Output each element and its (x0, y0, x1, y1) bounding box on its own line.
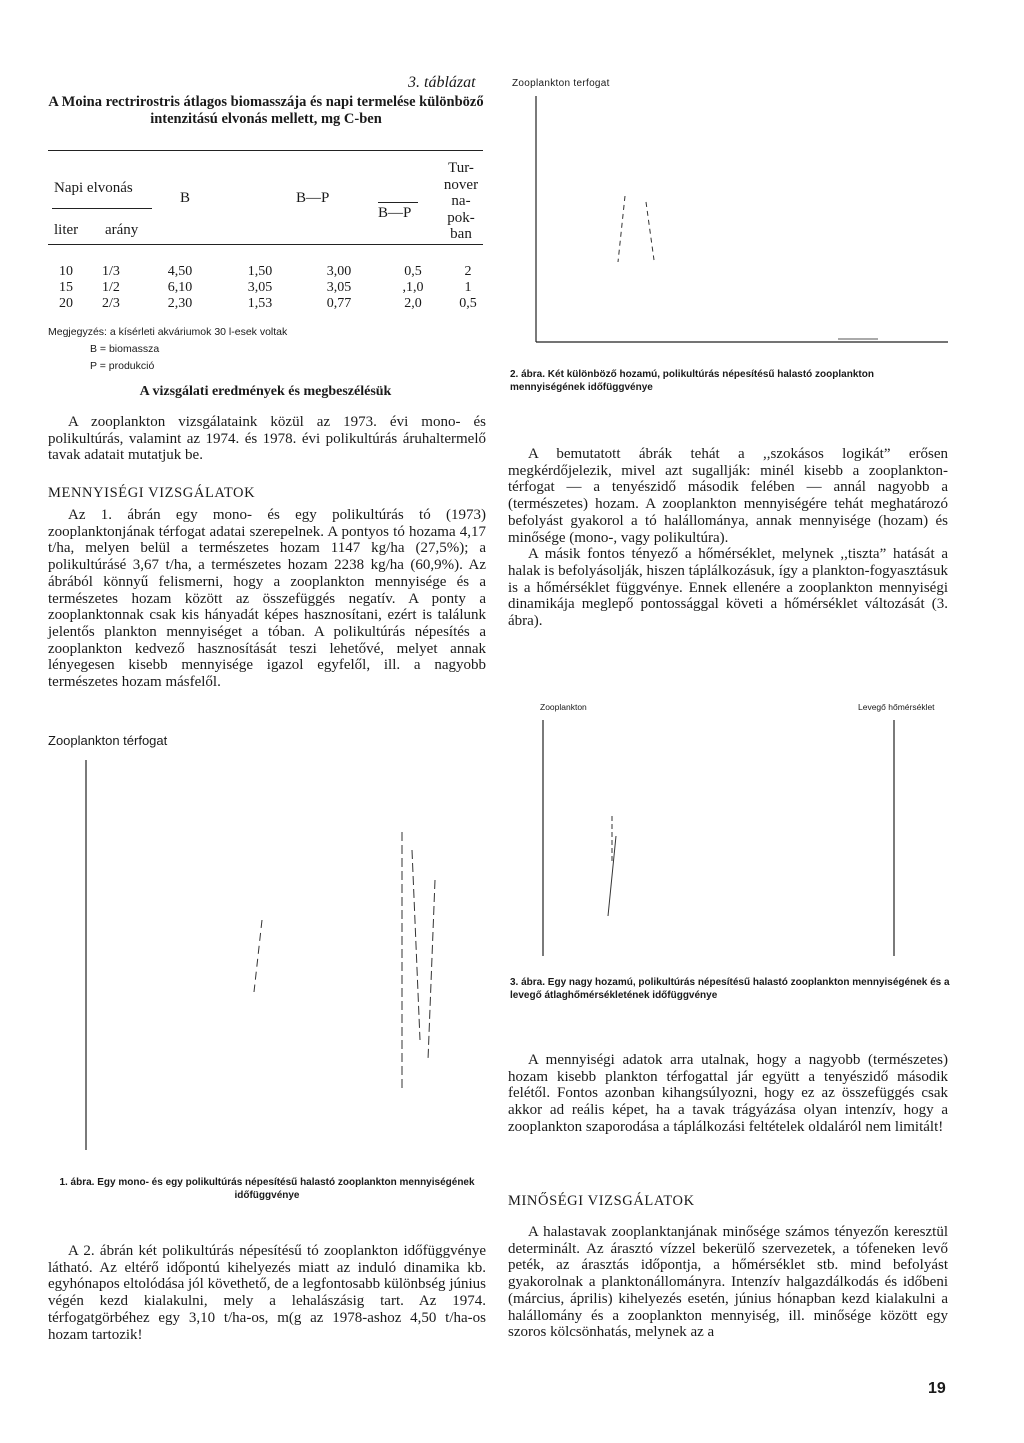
table-label: 3. táblázat (408, 74, 476, 91)
table-top-rule (48, 150, 483, 151)
fig1-mono-series (254, 920, 262, 992)
table-head-b: B (180, 190, 191, 206)
table-cell: 6,10 (167, 280, 193, 295)
quant-heading: MENNYISÉGI VIZSGÁLATOK (48, 485, 256, 501)
fig1-poly-series (428, 880, 435, 1060)
table-cell: 3,05 (326, 280, 352, 295)
paragraph: A mennyiségi adatok arra utalnak, hogy a nagyobb (természetes) hozam kisebb plankton térfogattal jár együtt a tenyészidő második felétől. Fontos azonban kihangsúlyozni, hogy ez az összefüggés csak akkor ad reális képet, ha a tavak trágyázása olyan intenzív, hogy a zooplankton szaporodása a táplálkozási feltételek oldaláról nem limitált! (508, 1052, 948, 1135)
table-head-bp: B—P (296, 190, 330, 206)
table-head-subrule (52, 208, 152, 209)
fig3-caption: 3. ábra. Egy nagy hozamú, polikultúrás népesítésű halastó zooplankton mennyiségének és a levegő átlaghőmérsékletének időfüggvénye (510, 977, 950, 1001)
table-row (50, 264, 488, 280)
paragraph: A halastavak zooplanktanjának minősége számos tényezőn keresztül determinált. Az árasztó vízzel bekerülő szervezetek, a tófeneken levő peték, az árasztás időpontja, a hőmérséklet stb. mind befolyást gyakorolnak a planktonállományra. Intenzív halgazdálkodás és időbeni (március, április) kihelyezés esetén, június hónapban kezd kialakulni a halállomány és a zooplankton mennyiség, ill. minősége között egy szoros kölcsönhatás, melynek az a (508, 1224, 948, 1341)
table-head-liter: liter (54, 222, 79, 238)
table-cell: 1,53 (247, 296, 273, 311)
table-cell: 0,5 (404, 264, 422, 279)
table-cell: 2 (464, 264, 472, 279)
table-title: A Moina rectrirostris átlagos biomasszája és napi termelése különböző intenzitású elvonás mellett, mg C-ben (48, 94, 484, 127)
table-cell: 2,0 (404, 296, 422, 311)
fig2-chart (508, 92, 978, 354)
table-cell: 20 (59, 296, 73, 311)
table-cell: 2/3 (102, 296, 120, 311)
table-row (50, 296, 488, 312)
paragraph: A bemutatott ábrák tehát a ,,szokásos logikát” erősen megkérdőjelezik, mivel azt sugallják: minél kisebb a zooplankton-térfogat — a tenyészidő második felében — annál nagyobb a (természetes) hozam. A zooplankton mennyiségére tehát meghatározó befolyást gyakorol a tó halállománya, annak mennyisége (hozam) és minősége (mono-, vagy polikultúra). (508, 446, 948, 546)
results-heading: A vizsgálati eredmények és megbeszélésük (139, 384, 392, 399)
right-paragraph-3 (508, 1052, 948, 1136)
table-note-line: B = biomassza (90, 343, 160, 355)
table-cell: 0,77 (326, 296, 352, 311)
quant-paragraph (48, 507, 486, 691)
table-note-line: Megjegyzés: a kísérleti akváriumok 30 l-esek voltak (48, 326, 288, 338)
table-cell: 2,30 (167, 296, 193, 311)
fig2-series-1974 (618, 196, 625, 262)
fig2-caption-text: 2. ábra. Két különböző hozamú, polikultúrás népesítésű halastó zooplankton mennyiségének időfüggvénye (510, 369, 874, 393)
results-intro (48, 414, 486, 464)
fig2-caption (510, 368, 950, 394)
fig2-axis-label: Zooplankton terfogat (512, 78, 610, 89)
table-cell: 1/2 (102, 280, 120, 295)
fig2-discussion (48, 1243, 486, 1343)
table-note-line: P = produkció (90, 360, 155, 372)
table-cell: 0,5 (459, 296, 477, 311)
table-cell: 10 (59, 264, 73, 279)
table-cell: 1/3 (102, 264, 120, 279)
fig1-chart (40, 750, 500, 1170)
table-head-rule (48, 244, 483, 245)
table-row (50, 280, 488, 296)
table-head-fraction-rule (378, 202, 418, 203)
table-cell: 1 (464, 280, 472, 295)
paragraph: A másik fontos tényező a hőmérséklet, melynek ,,tiszta” hatását a halak is befolyásolják, hiszen táplálkozásuk, így a plankton-fogyasztásuk is a hőmérséklet függvénye. Ennek ellenére a zooplankton mennyiségi dinamikája meglepő pontossággal követi a hőmérséklet változását (3. ábra). (508, 546, 948, 630)
paragraph: A 2. ábrán két polikultúrás népesítésű tó zooplankton időfüggvénye látható. Az eltérő időpontú kihelyezés miatt az induló dinamika kb. egyhónapos eltolódása jól követhető, de a legfontosabb különbség június végén kezd kialakulni, mely a lehalászásig tart. Az 1974. térfogatgörbéhez egy 3,10 t/ha-os, m(g az 1978-ashoz 4,50 t/ha-os hozam tartozik! (48, 1243, 486, 1343)
qual-paragraph (508, 1224, 948, 1341)
fig3-chart (536, 716, 956, 960)
paragraph: Az 1. ábrán egy mono- és egy polikultúrás tó (1973) zooplanktonjának térfogat adatai szerepelnek. A pontyos tó hozama 4,17 t/ha, melyen belül a természetes hozam 1147 kg/ha (27,5%); a polikultúrásé 3,67 t/ha, a természetes hozam 2238 kg/ha (60,9%). Az ábrából könnyű felismerni, hogy a zooplankton mennyisége és a természetes hozam között az összefüggés negatív. A ponty a zooplanktonnak csak kis hányadát képes hasznosítani, ezért is találunk jelentős plankton mennyiséget a tóban. A polikultúrás népesítés a zooplankton kedvező hasznosítását teszi lehetővé, melyet annak lényegesen kisebb mennyisége igazol egyfelől, ill. a nagyobb természetes hozam másfelől. (48, 507, 486, 691)
table-note (48, 324, 287, 375)
fig1-axis-label: Zooplankton térfogat (48, 733, 168, 748)
fig2-series-1978 (646, 202, 654, 260)
fig3-left-label: Zooplankton (540, 702, 587, 712)
table-cell: 1,50 (247, 264, 273, 279)
fig3-right-label: Levegő hőmérséklet (858, 702, 935, 712)
fig1-caption: 1. ábra. Egy mono- és egy polikultúrás népesítésű halastó zooplankton mennyiségének időfüggvénye (59, 1177, 475, 1201)
table-cell: ,1,0 (402, 280, 424, 295)
table-head-b-over-bp: B—P (378, 205, 412, 221)
table-cell: 15 (59, 280, 73, 295)
table-head-arany: arány (105, 222, 139, 238)
table-cell: 3,00 (326, 264, 352, 279)
table-body (50, 264, 488, 312)
table-head-turnover: Tur- nover na- pok- ban (443, 160, 479, 242)
table-head-napi: Napi elvonás (54, 180, 133, 196)
qual-heading: MINŐSÉGI VIZSGÁLATOK (508, 1193, 695, 1209)
page-number: 19 (928, 1380, 946, 1397)
table-cell: 3,05 (247, 280, 273, 295)
table-cell: 4,50 (167, 264, 193, 279)
right-paragraphs-1 (508, 446, 948, 630)
paragraph: A zooplankton vizsgálataink közül az 1973. évi mono- és polikultúrás, valamint az 1974. és 1978. évi polikultúrás áruhaltermelő tavak adatait mutatjuk be. (48, 414, 486, 464)
fig1-poly-series (412, 850, 420, 1040)
